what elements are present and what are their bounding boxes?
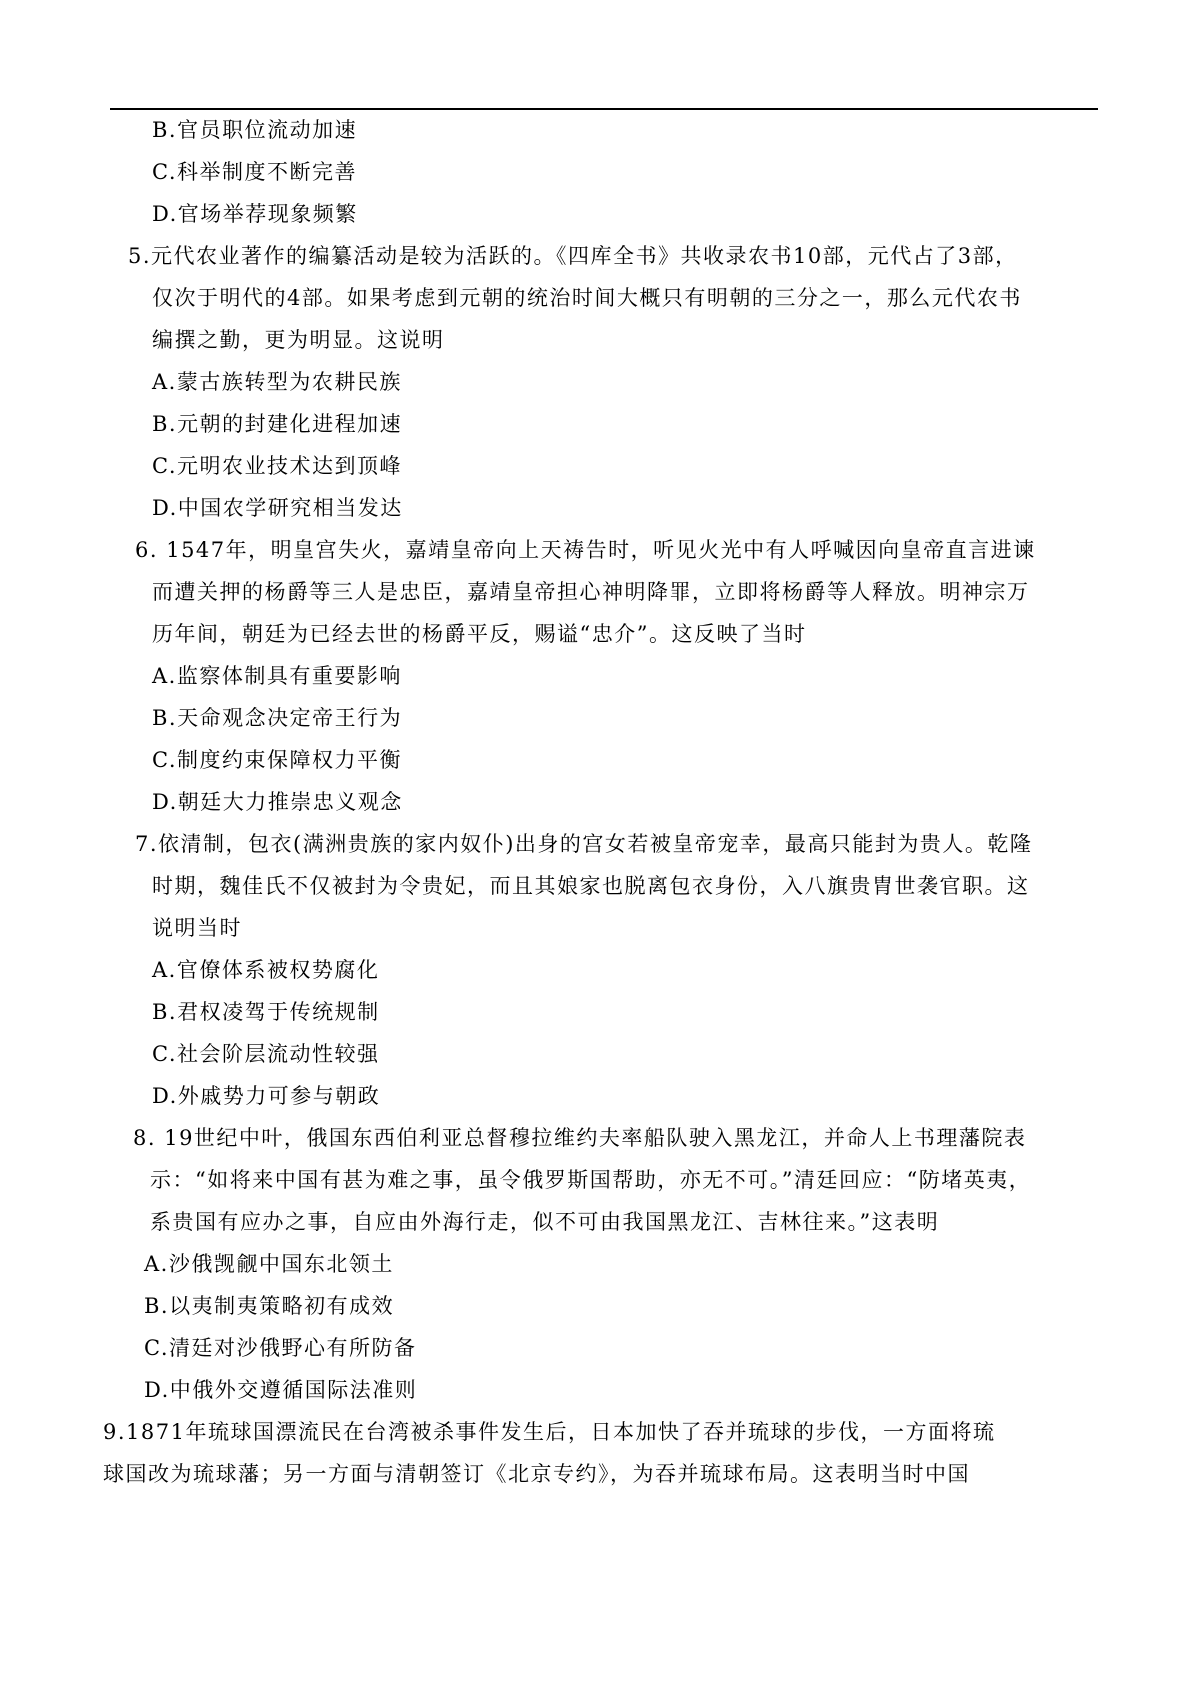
- q6-option-c: C.制度约束保障权力平衡: [152, 748, 402, 772]
- q7-stem-line-3: 说明当时: [152, 916, 242, 940]
- q8-stem-line-1: 8. 19世纪中叶，俄国东西伯利亚总督穆拉维约夫率船队驶入黑龙江，并命人上书理藩院表: [133, 1126, 1027, 1150]
- q6-option-d: D.朝廷大力推崇忠义观念: [152, 790, 403, 814]
- q9-stem-line-1: 9.1871年琉球国漂流民在台湾被杀事件发生后，日本加快了吞并琉球的步伐，一方面将琉: [103, 1420, 996, 1444]
- q6-stem-line-2: 而遭关押的杨爵等三人是忠臣，嘉靖皇帝担心神明降罪，立即将杨爵等人释放。明神宗万: [152, 580, 1030, 604]
- q8-option-c: C.清廷对沙俄野心有所防备: [144, 1336, 417, 1360]
- q7-option-a: A.官僚体系被权势腐化: [152, 958, 380, 982]
- q4-option-c: C.科举制度不断完善: [152, 160, 357, 184]
- q6-stem-line-3: 历年间，朝廷为已经去世的杨爵平反，赐谥“忠介”。这反映了当时: [152, 622, 807, 646]
- q8-option-d: D.中俄外交遵循国际法准则: [144, 1378, 418, 1402]
- header-rule: [110, 108, 1098, 110]
- q5-option-d: D.中国农学研究相当发达: [152, 496, 403, 520]
- q9-stem-line-2: 球国改为琉球藩；另一方面与清朝签订《北京专约》，为吞并琉球布局。这表明当时中国: [103, 1462, 970, 1486]
- q6-option-a: A.监察体制具有重要影响: [152, 664, 402, 688]
- q6-option-b: B.天命观念决定帝王行为: [152, 706, 403, 730]
- q5-stem-line-3: 编撰之勤，更为明显。这说明: [152, 328, 445, 352]
- q8-stem-line-3: 系贵国有应办之事，自应由外海行走，似不可由我国黑龙江、吉林往来。”这表明: [150, 1210, 940, 1234]
- q4-option-d: D.官场举荐现象频繁: [152, 202, 358, 226]
- q7-stem-line-2: 时期，魏佳氏不仅被封为令贵妃，而且其娘家也脱离包衣身份，入八旗贵胄世袭官职。这: [152, 874, 1030, 898]
- q7-stem-line-1: 7.依清制，包衣(满洲贵族的家内奴仆)出身的宫女若被皇帝宠幸，最高只能封为贵人。乾隆: [135, 832, 1033, 856]
- q5-option-c: C.元明农业技术达到顶峰: [152, 454, 402, 478]
- q5-option-a: A.蒙古族转型为农耕民族: [152, 370, 402, 394]
- q7-option-b: B.君权凌驾于传统规制: [152, 1000, 380, 1024]
- q7-option-d: D.外戚势力可参与朝政: [152, 1084, 381, 1108]
- q5-stem-line-2: 仅次于明代的4部。如果考虑到元朝的统治时间大概只有明朝的三分之一，那么元代农书: [152, 286, 1022, 310]
- q8-stem-line-2: 示：“如将来中国有甚为难之事，虽令俄罗斯国帮助，亦无不可。”清廷回应：“防堵英夷，: [150, 1168, 1032, 1192]
- q5-stem-line-1: 5.元代农业著作的编纂活动是较为活跃的。《四库全书》共收录农书10部，元代占了3部，: [128, 244, 1018, 268]
- q7-option-c: C.社会阶层流动性较强: [152, 1042, 380, 1066]
- q4-option-b: B.官员职位流动加速: [152, 118, 358, 142]
- q6-stem-line-1: 6. 1547年，明皇宫失火，嘉靖皇帝向上天祷告时，听见火光中有人呼喊因向皇帝直言进谏: [135, 538, 1036, 562]
- q5-option-b: B.元朝的封建化进程加速: [152, 412, 403, 436]
- q8-option-b: B.以夷制夷策略初有成效: [144, 1294, 395, 1318]
- q8-option-a: A.沙俄觊觎中国东北领土: [144, 1252, 394, 1276]
